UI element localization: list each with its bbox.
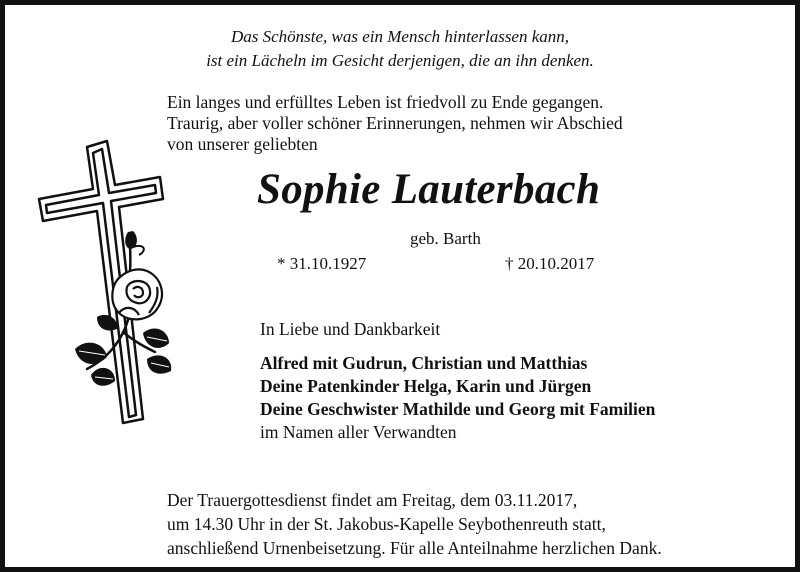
deceased-name: Sophie Lauterbach: [257, 166, 601, 213]
quote-line-2: ist ein Lächeln im Gesicht derjenigen, die an ihn denken.: [206, 51, 594, 70]
funeral-line-1: Der Trauergottesdienst findet am Freitag, dem 03.11.2017,: [167, 490, 578, 510]
mourners-line-1: Alfred mit Gudrun, Christian und Matthias: [260, 353, 588, 373]
intro-line-2: Traurig, aber voller schöner Erinnerungen, nehmen wir Abschied: [167, 113, 623, 133]
intro-line-3: von unserer geliebten: [167, 134, 318, 154]
cross-with-rose-icon: [35, 137, 185, 427]
death-date: † 20.10.2017: [505, 254, 595, 273]
mourners-line-4: im Namen aller Verwandten: [260, 422, 457, 442]
intro-line-1: Ein langes und erfülltes Leben ist friedvoll zu Ende gegangen.: [167, 92, 604, 112]
maiden-name: geb. Barth: [410, 229, 481, 248]
funeral-line-2: um 14.30 Uhr in der St. Jakobus-Kapelle Seybothenreuth statt,: [167, 514, 606, 534]
mourners-line-3: Deine Geschwister Mathilde und Georg mit Familien: [260, 399, 656, 419]
quote-line-1: Das Schönste, was ein Mensch hinterlassen kann,: [230, 27, 570, 46]
mourners-intro: In Liebe und Dankbarkeit: [260, 319, 441, 339]
birth-date: * 31.10.1927: [277, 254, 367, 273]
funeral-line-3: anschließend Urnenbeisetzung. Für alle Anteilnahme herzlichen Dank.: [167, 538, 662, 558]
mourners-line-2: Deine Patenkinder Helga, Karin und Jürgen: [260, 376, 592, 396]
